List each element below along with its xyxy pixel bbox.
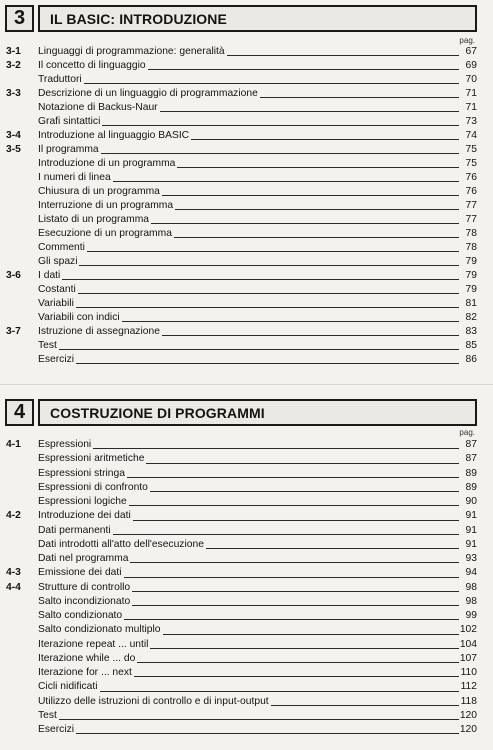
toc-entry bbox=[0, 353, 493, 367]
leader-line bbox=[40, 307, 459, 308]
toc-entry bbox=[0, 45, 493, 59]
entry-title: Strutture di controllo bbox=[38, 581, 132, 595]
entry-title: Emissione dei dati bbox=[38, 566, 124, 580]
leader-line bbox=[40, 293, 459, 294]
page-number: 102 bbox=[459, 624, 477, 636]
section-number: 4-1 bbox=[6, 439, 21, 450]
toc-entry bbox=[0, 609, 493, 623]
page-number: 83 bbox=[465, 326, 477, 337]
toc-entry bbox=[0, 538, 493, 552]
page-number: 104 bbox=[459, 638, 477, 650]
page-number: 120 bbox=[459, 709, 477, 721]
leader-line bbox=[40, 363, 459, 364]
page-number: 91 bbox=[465, 538, 477, 550]
leader-line bbox=[40, 125, 459, 126]
toc-entry bbox=[0, 452, 493, 466]
page-number: 75 bbox=[465, 144, 477, 155]
toc-entry bbox=[0, 566, 493, 580]
page-number: 112 bbox=[460, 681, 477, 693]
chapter-header bbox=[0, 2, 493, 32]
page-number: 93 bbox=[465, 553, 477, 564]
entry-title: Test bbox=[38, 340, 57, 351]
toc-entry bbox=[0, 467, 493, 481]
entry-title: Iterazione for ... next bbox=[38, 666, 134, 680]
entry-title: Il programma bbox=[38, 144, 99, 155]
toc-entry bbox=[0, 157, 493, 171]
chapter-3 bbox=[0, 2, 493, 365]
page-number: 69 bbox=[465, 60, 477, 71]
leader-line bbox=[40, 719, 459, 720]
page-number: 110 bbox=[460, 667, 477, 678]
entry-title: Espressioni aritmetiche bbox=[38, 452, 146, 466]
entry-title: Salto incondizionato bbox=[38, 595, 132, 609]
toc-entry bbox=[0, 199, 493, 213]
page-number: 70 bbox=[465, 74, 477, 85]
page-number: 118 bbox=[460, 695, 477, 707]
entry-title: Espressioni di confronto bbox=[38, 481, 150, 495]
leader-line bbox=[40, 153, 459, 154]
toc-entry bbox=[0, 438, 493, 452]
toc-entry bbox=[0, 101, 493, 115]
toc-entry bbox=[0, 481, 493, 495]
page-number: 67 bbox=[465, 46, 477, 57]
toc-entry bbox=[0, 227, 493, 241]
toc-entry bbox=[0, 213, 493, 227]
toc-entry bbox=[0, 115, 493, 129]
entry-title: Grafi sintattici bbox=[38, 116, 101, 127]
entry-title: Notazione di Backus-Naur bbox=[38, 102, 158, 113]
page-number: 79 bbox=[465, 256, 477, 267]
page-number: 98 bbox=[465, 595, 477, 607]
entry-title: Iterazione while ... do bbox=[38, 652, 137, 666]
entry-title: Salto condizionato multiplo bbox=[38, 623, 163, 637]
page-number: 99 bbox=[465, 610, 477, 621]
page-number: 75 bbox=[465, 158, 477, 169]
page-column-label: pag. bbox=[459, 36, 475, 45]
toc-entry bbox=[0, 666, 493, 680]
entry-title: Commenti bbox=[38, 242, 85, 253]
page-number: 77 bbox=[465, 200, 477, 211]
entry-title: Descrizione di un linguaggio di programmazione bbox=[38, 88, 258, 99]
chapter-title-box bbox=[38, 399, 477, 426]
entry-title: Introduzione di un programma bbox=[38, 158, 176, 169]
page-number: 86 bbox=[465, 354, 477, 365]
toc-entry bbox=[0, 171, 493, 185]
entry-title: I numeri di linea bbox=[38, 172, 111, 183]
entry-title: Dati nel programma bbox=[38, 552, 130, 566]
entry-title: Esecuzione di un programma bbox=[38, 228, 172, 239]
toc-list bbox=[0, 45, 493, 367]
leader-line bbox=[40, 691, 459, 692]
chapter-header bbox=[0, 396, 493, 426]
entry-title: Dati permanenti bbox=[38, 524, 113, 538]
toc-entry bbox=[0, 143, 493, 157]
chapter-title-box bbox=[38, 5, 477, 32]
toc-entry bbox=[0, 581, 493, 595]
entry-title: Test bbox=[38, 709, 59, 723]
toc-entry bbox=[0, 680, 493, 694]
chapter-number: 4 bbox=[5, 399, 34, 426]
leader-line bbox=[40, 251, 459, 252]
page-number: 78 bbox=[465, 228, 477, 239]
toc-entry bbox=[0, 652, 493, 666]
entry-title: Listato di un programma bbox=[38, 214, 150, 225]
page-number: 89 bbox=[465, 467, 477, 479]
entry-title: Espressioni bbox=[38, 438, 93, 452]
toc-entry bbox=[0, 339, 493, 353]
page-number: 87 bbox=[465, 439, 477, 450]
page-number: 91 bbox=[465, 524, 477, 536]
entry-title: Salto condizionato bbox=[38, 609, 124, 623]
page-number: 89 bbox=[465, 481, 477, 493]
section-number: 4-3 bbox=[6, 567, 21, 579]
leader-line bbox=[40, 83, 459, 84]
toc-entry bbox=[0, 73, 493, 87]
toc-entry bbox=[0, 623, 493, 637]
toc-entry bbox=[0, 59, 493, 73]
section-number: 3-3 bbox=[6, 88, 21, 99]
page-number: 78 bbox=[465, 242, 477, 253]
toc-entry bbox=[0, 255, 493, 269]
leader-line bbox=[40, 448, 459, 449]
entry-title: Introduzione dei dati bbox=[38, 509, 133, 523]
toc-entry bbox=[0, 87, 493, 101]
section-number: 3-1 bbox=[6, 46, 21, 57]
page-number: 91 bbox=[465, 510, 477, 522]
toc-entry bbox=[0, 595, 493, 609]
toc-entry bbox=[0, 185, 493, 199]
entry-title: Variabili bbox=[38, 298, 74, 309]
entry-title: Dati introdotti all'atto dell'esecuzione bbox=[38, 538, 206, 552]
entry-title: Iterazione repeat ... until bbox=[38, 638, 150, 652]
entry-title: Cicli nidificati bbox=[38, 680, 100, 694]
toc-entry bbox=[0, 524, 493, 538]
section-number: 3-7 bbox=[6, 326, 21, 337]
page-number: 71 bbox=[465, 88, 477, 99]
toc-entry bbox=[0, 552, 493, 566]
page-number: 90 bbox=[465, 496, 477, 507]
toc-entry bbox=[0, 311, 493, 325]
entry-title: Espressioni stringa bbox=[38, 467, 127, 481]
section-number: 3-2 bbox=[6, 60, 21, 71]
entry-title: Linguaggi di programmazione: generalità bbox=[38, 46, 225, 57]
entry-title: Esercizi bbox=[38, 354, 75, 365]
section-number: 3-5 bbox=[6, 144, 21, 155]
toc-entry bbox=[0, 283, 493, 297]
toc-entry bbox=[0, 638, 493, 652]
page-number: 94 bbox=[465, 567, 477, 579]
toc-entry bbox=[0, 723, 493, 737]
toc-list bbox=[0, 438, 493, 737]
page-number: 82 bbox=[465, 312, 477, 323]
entry-title: I dati bbox=[38, 270, 61, 281]
leader-line bbox=[40, 733, 459, 734]
entry-title: Interruzione di un programma bbox=[38, 200, 174, 211]
page-number: 76 bbox=[465, 172, 477, 183]
toc-entry bbox=[0, 695, 493, 709]
leader-line bbox=[40, 349, 459, 350]
section-divider bbox=[0, 384, 493, 385]
page-number: 79 bbox=[465, 284, 477, 295]
chapter-4 bbox=[0, 396, 493, 735]
toc-entry bbox=[0, 709, 493, 723]
page-column-label: pag. bbox=[459, 428, 475, 437]
page-number: 74 bbox=[465, 130, 477, 141]
section-number: 4-4 bbox=[6, 581, 21, 593]
chapter-title: COSTRUZIONE DI PROGRAMMI bbox=[50, 405, 265, 421]
entry-title: Traduttori bbox=[38, 74, 82, 85]
page-number: 77 bbox=[465, 214, 477, 225]
toc-entry bbox=[0, 269, 493, 283]
entry-title: Variabili con indici bbox=[38, 312, 120, 323]
leader-line bbox=[40, 279, 459, 280]
page-number: 107 bbox=[459, 652, 477, 664]
page-number: 71 bbox=[465, 102, 477, 113]
toc-entry bbox=[0, 325, 493, 339]
toc-entry bbox=[0, 495, 493, 509]
section-number: 4-2 bbox=[6, 510, 21, 522]
page-number: 87 bbox=[465, 453, 477, 465]
page-number: 85 bbox=[465, 340, 477, 351]
toc-entry bbox=[0, 241, 493, 255]
toc-entry bbox=[0, 129, 493, 143]
toc-entry bbox=[0, 509, 493, 523]
entry-title: Gli spazi bbox=[38, 256, 78, 267]
page-number: 120 bbox=[459, 724, 477, 735]
entry-title: Costanti bbox=[38, 284, 76, 295]
toc-entry bbox=[0, 297, 493, 311]
page-number: 98 bbox=[465, 581, 477, 593]
entry-title: Il concetto di linguaggio bbox=[38, 60, 146, 71]
entry-title: Espressioni logiche bbox=[38, 495, 129, 509]
page-number: 76 bbox=[465, 186, 477, 197]
chapter-number: 3 bbox=[5, 5, 34, 32]
entry-title: Utilizzo delle istruzioni di controllo e di input-output bbox=[38, 695, 271, 709]
page-number: 81 bbox=[465, 298, 477, 309]
section-number: 3-4 bbox=[6, 130, 21, 141]
page-number: 79 bbox=[465, 270, 477, 281]
entry-title: Istruzione di assegnazione bbox=[38, 326, 160, 337]
entry-title: Esercizi bbox=[38, 723, 76, 737]
entry-title: Introduzione al linguaggio BASIC bbox=[38, 130, 190, 141]
entry-title: Chiusura di un programma bbox=[38, 186, 160, 197]
chapter-title: IL BASIC: INTRODUZIONE bbox=[50, 11, 227, 27]
page-number: 73 bbox=[465, 116, 477, 127]
section-number: 3-6 bbox=[6, 270, 21, 281]
leader-line bbox=[40, 265, 459, 266]
